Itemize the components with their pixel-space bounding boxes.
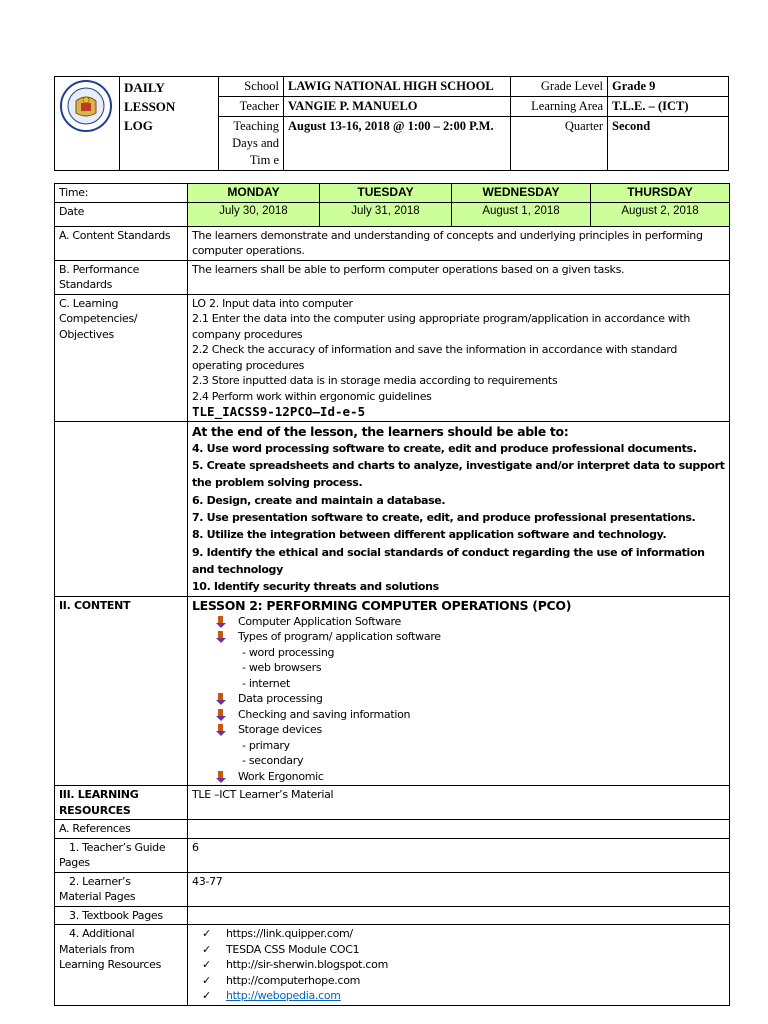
competencies-row — [55, 294, 730, 421]
resource-item — [192, 988, 725, 1004]
content-item: Data processing — [192, 691, 725, 707]
performance-standards-label: B. Performance Standards — [55, 260, 188, 294]
performance-standards-text: The learners shall be able to perform computer operations based on a given tasks. — [188, 260, 730, 294]
date-tuesday: July 31, 2018 — [320, 202, 452, 226]
check-icon: ✓ — [202, 973, 211, 987]
objectives-cell — [188, 421, 730, 597]
content-item: Work Ergonomic — [192, 769, 725, 785]
content-standards-text: The learners demonstrate and understanding of concepts and underlying principles in performing computer operations. — [188, 226, 730, 260]
logo-cell — [55, 77, 120, 171]
competency-line: 2.4 Perform work within ergonomic guidelines — [192, 389, 432, 403]
references-value — [188, 820, 730, 839]
content-label: II. CONTENT — [55, 597, 188, 786]
performance-standards-row — [55, 260, 730, 294]
day-monday: MONDAY — [188, 184, 320, 203]
lesson-title: LESSON 2: PERFORMING COMPUTER OPERATIONS (PCO) — [192, 598, 572, 614]
day-tuesday: TUESDAY — [320, 184, 452, 203]
teachers-guide-row — [55, 838, 730, 872]
day-wednesday: WEDNESDAY — [452, 184, 591, 203]
additional-materials-cell — [188, 925, 730, 1006]
objectives-label-empty — [55, 421, 188, 597]
content-item: Storage devices — [192, 722, 725, 738]
references-label: A. References — [55, 820, 188, 839]
learning-resources-label: III. LEARNING RESOURCES — [55, 786, 188, 820]
content-standards-row — [55, 226, 730, 260]
competency-line: 2.2 Check the accuracy of information and save the information in accordance with standard operating procedures — [192, 343, 678, 372]
learning-area-label: Learning Area — [511, 97, 608, 117]
grade-level-value: Grade 9 — [608, 77, 729, 97]
deped-seal-icon — [59, 79, 113, 133]
textbook-value — [188, 906, 730, 925]
arrow-bullet-icon — [216, 709, 228, 721]
day-thursday: THURSDAY — [591, 184, 730, 203]
quarter-label: Quarter — [511, 117, 608, 171]
school-label: School — [219, 77, 284, 97]
webopedia-link[interactable]: http://webopedia.com — [226, 989, 341, 1003]
quarter-value: Second — [608, 117, 729, 171]
objective-item: 5. Create spreadsheets and charts to analyze, investigate and/or interpret data to support the problem solving process. — [192, 459, 725, 490]
objective-item: 4. Use word processing software to create, edit and produce professional documents. — [192, 441, 697, 455]
textbook-label: 3. Textbook Pages — [55, 906, 188, 925]
competency-line: LO 2. Input data into computer — [192, 296, 353, 310]
learning-area-value: T.L.E. – (ICT) — [608, 97, 729, 117]
resource-item: ✓ https://link.quipper.com/ — [202, 927, 353, 941]
check-icon: ✓ — [202, 942, 211, 956]
check-icon: ✓ — [202, 927, 211, 941]
resource-item: ✓ http://computerhope.com — [202, 973, 361, 987]
time-label: Time: — [55, 184, 188, 203]
references-row — [55, 820, 730, 839]
date-thursday: August 2, 2018 — [591, 202, 730, 226]
textbook-row — [55, 906, 730, 925]
teacher-label: Teacher — [219, 97, 284, 117]
objective-item: 6. Design, create and maintain a database. — [192, 493, 446, 507]
check-icon: ✓ — [202, 989, 211, 1003]
competency-line: 2.3 Store inputted data is in storage media according to requirements — [192, 374, 558, 387]
resource-item: ✓ TESDA CSS Module COC1 — [202, 942, 360, 956]
daily-lesson-log-title: DAILY LESSON LOG — [120, 77, 219, 171]
date-wednesday: August 1, 2018 — [452, 202, 591, 226]
teaching-days-value: August 13-16, 2018 @ 1:00 – 2:00 P.M. — [284, 117, 511, 171]
content-subitem: - web browsers — [242, 661, 322, 675]
learners-material-label: 2. Learner’s Material Pages — [55, 872, 188, 906]
content-item: Types of program/ application software — [192, 629, 725, 645]
time-row — [55, 184, 730, 203]
competencies-label: C. Learning Competencies/ Objectives — [55, 294, 188, 421]
additional-materials-row — [55, 925, 730, 1006]
content-item: Checking and saving information — [192, 707, 725, 723]
objectives-heading: At the end of the lesson, the learners should be able to: — [192, 423, 569, 439]
arrow-bullet-icon — [216, 693, 228, 705]
content-subitem: - word processing — [242, 645, 335, 659]
lesson-log-table — [54, 183, 730, 1006]
date-row — [55, 202, 730, 226]
check-icon: ✓ — [202, 958, 211, 972]
learning-resources-row — [55, 786, 730, 820]
content-subitem: - secondary — [242, 754, 304, 768]
content-subitem: - primary — [242, 738, 290, 752]
objective-item: 8. Utilize the integration between different application software and technology. — [192, 528, 667, 542]
objectives-row — [55, 421, 730, 597]
learners-material-value: 43-77 — [188, 872, 730, 906]
arrow-bullet-icon — [216, 771, 228, 783]
learners-material-row — [55, 872, 730, 906]
additional-materials-label: 4. Additional Materials from Learning Resources — [55, 925, 188, 1006]
arrow-bullet-icon — [216, 631, 228, 643]
teachers-guide-label: 1. Teacher’s Guide Pages — [55, 838, 188, 872]
arrow-bullet-icon — [216, 724, 228, 736]
date-label: Date — [55, 202, 188, 226]
competencies-cell — [188, 294, 730, 421]
objective-item: 10. Identify security threats and solutions — [192, 580, 439, 594]
competency-code: TLE_IACSS9-12PCO–Id-e-5 — [192, 404, 366, 419]
objective-item: 7. Use presentation software to create, edit, and produce professional presentations. — [192, 510, 696, 524]
teacher-value: VANGIE P. MANUELO — [284, 97, 511, 117]
date-monday: July 30, 2018 — [188, 202, 320, 226]
content-standards-label: A. Content Standards — [55, 226, 188, 260]
arrow-bullet-icon — [216, 616, 228, 628]
teaching-days-label: Teaching Days and Tim e — [219, 117, 284, 171]
grade-level-label: Grade Level — [511, 77, 608, 97]
competency-line: 2.1 Enter the data into the computer using appropriate program/application in accordance with company procedures — [192, 312, 691, 341]
learning-resources-text: TLE –ICT Learner’s Material — [188, 786, 730, 820]
content-subitem: - internet — [242, 676, 290, 690]
teachers-guide-value: 6 — [188, 838, 730, 872]
objective-item: 9. Identify the ethical and social standards of conduct regarding the use of information and technology — [192, 545, 705, 576]
header-table — [54, 76, 729, 171]
school-value: LAWIG NATIONAL HIGH SCHOOL — [284, 77, 511, 97]
content-item: Computer Application Software — [192, 614, 725, 630]
content-cell — [188, 597, 730, 786]
content-row — [55, 597, 730, 786]
resource-item: ✓ http://sir-sherwin.blogspot.com — [202, 958, 388, 972]
